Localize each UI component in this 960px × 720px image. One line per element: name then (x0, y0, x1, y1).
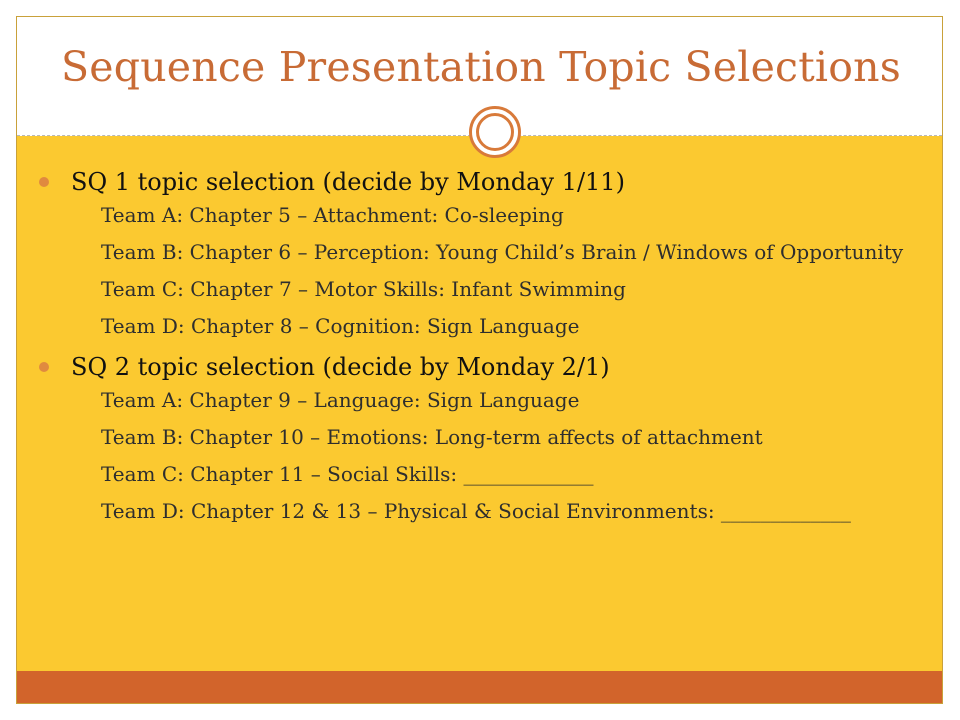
bullet-dot-icon (39, 177, 49, 187)
list-item (37, 426, 917, 448)
section-heading-sq2 (37, 352, 917, 382)
slide-title: Sequence Presentation Topic Selections (61, 43, 901, 91)
footer-bar (17, 671, 942, 703)
list-item (37, 463, 917, 485)
list-item (37, 278, 917, 300)
slide (16, 16, 943, 704)
ring-ornament-inner (476, 113, 514, 151)
list-item-text: Team C: Chapter 11 – Social Skills: _____________ (101, 462, 594, 486)
list-item (37, 389, 917, 411)
list-item-text: Team A: Chapter 5 – Attachment: Co-sleeping (101, 203, 564, 227)
list-item-text: Team B: Chapter 10 – Emotions: Long-term affects of attachment (101, 425, 763, 449)
list-item-text: Team C: Chapter 7 – Motor Skills: Infant Swimming (101, 277, 626, 301)
slide-content (37, 167, 917, 537)
list-item (37, 204, 917, 226)
bullet-dot-icon (39, 362, 49, 372)
list-item (37, 315, 917, 337)
list-item (37, 241, 917, 263)
list-item-text: Team A: Chapter 9 – Language: Sign Language (101, 388, 580, 412)
section-heading-sq1 (37, 167, 917, 197)
ring-ornament-icon (469, 106, 521, 158)
list-item-text: Team D: Chapter 8 – Cognition: Sign Language (101, 314, 580, 338)
list-item-text: Team B: Chapter 6 – Perception: Young Child’s Brain / Windows of Opportunity (101, 240, 904, 264)
section-heading-text: SQ 1 topic selection (decide by Monday 1/11) (71, 168, 625, 196)
section-heading-text: SQ 2 topic selection (decide by Monday 2/1) (71, 353, 610, 381)
list-item-text: Team D: Chapter 12 & 13 – Physical & Social Environments: _____________ (101, 499, 851, 523)
list-item (37, 500, 917, 522)
